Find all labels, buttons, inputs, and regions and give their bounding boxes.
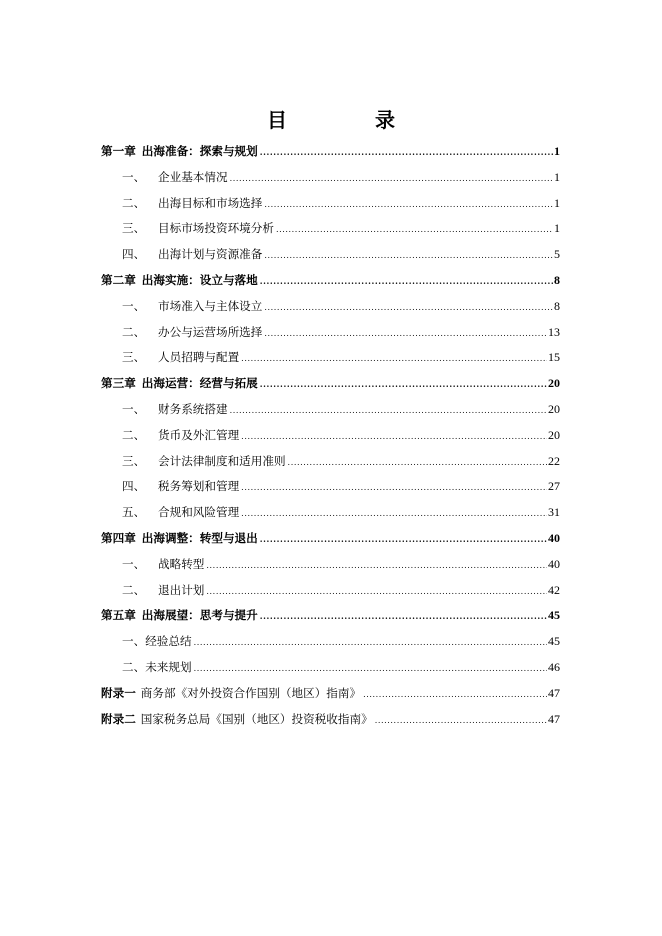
toc-entry-label — [101, 294, 262, 320]
toc-entry-label — [101, 552, 204, 578]
toc-entry-title: 合规和风险管理 — [158, 505, 240, 520]
dot-leader — [264, 295, 553, 321]
dot-leader — [194, 656, 547, 682]
toc-entry-label — [101, 474, 239, 500]
dot-leader — [264, 243, 553, 269]
toc-entry-page-number: 47 — [548, 685, 560, 700]
dot-leader — [260, 527, 547, 553]
toc-entry-page-number: 45 — [548, 634, 560, 649]
toc-entry-number: 二、 — [122, 427, 146, 442]
toc-entry-page-number: 8 — [554, 298, 560, 313]
toc-entry-appendix[interactable] — [101, 681, 560, 707]
toc-entry-number: 一、 — [122, 556, 146, 571]
toc-entry-title: 商务部《对外投资合作国别（地区）指南》 — [140, 685, 362, 700]
toc-entry-page-number: 22 — [548, 453, 560, 468]
dot-leader — [206, 553, 547, 579]
toc-entry-number: 第一章 — [101, 144, 136, 158]
toc-entry-title: 退出计划 — [158, 582, 205, 597]
toc-entry-page-number: 1 — [554, 169, 560, 184]
toc-entry-number: 附录一 — [101, 685, 136, 700]
toc-entry-number: 一、 — [122, 169, 146, 184]
toc-entry-chapter[interactable] — [101, 139, 560, 165]
toc-entry-title: 出海目标和市场选择 — [158, 195, 263, 210]
toc-entry-title: 经验总结 — [145, 634, 192, 649]
toc-entry-page-number: 27 — [548, 479, 560, 494]
toc-entry-page-number: 8 — [554, 272, 560, 287]
toc-entry-number: 一、 — [122, 298, 146, 313]
dot-leader — [241, 501, 547, 527]
toc-entry-label — [101, 526, 258, 552]
dot-leader — [276, 217, 553, 243]
toc-entry-label — [101, 603, 258, 629]
toc-entry-page-number: 40 — [548, 530, 560, 545]
toc-entry-number: 第三章 — [101, 376, 136, 391]
toc-entry-label — [101, 449, 286, 475]
toc-heading: 目 录 — [267, 108, 429, 132]
dot-leader — [241, 346, 547, 372]
toc-entry-title: 税务筹划和管理 — [158, 479, 240, 494]
dot-leader — [241, 475, 547, 501]
dot-leader — [241, 424, 547, 450]
toc-entry-label — [101, 423, 239, 449]
toc-entry-section[interactable] — [101, 449, 560, 475]
toc-entry-title: 出海展望：思考与提升 — [141, 608, 258, 623]
toc-entry-section[interactable] — [101, 242, 560, 268]
toc-entry-label — [101, 397, 228, 423]
toc-entry-title: 出海准备：探索与规划 — [141, 144, 258, 158]
toc-entry-number: 第四章 — [101, 530, 136, 545]
toc-entry-label — [101, 681, 361, 707]
dot-leader — [288, 450, 547, 476]
toc-entry-section[interactable] — [101, 216, 560, 242]
toc-entry-label — [101, 629, 192, 655]
toc-entry-label — [101, 191, 262, 217]
toc-entry-title: 出海调整：转型与退出 — [141, 530, 258, 545]
toc-entry-number: 二、 — [122, 659, 146, 674]
toc-entry-subsection[interactable] — [101, 629, 560, 655]
toc-entry-number: 四、 — [122, 247, 146, 262]
toc-entry-title: 财务系统搭建 — [158, 401, 228, 416]
dot-leader — [230, 398, 547, 424]
toc-entry-page-number: 15 — [548, 350, 560, 365]
toc-entry-label — [101, 707, 373, 733]
toc-entry-number: 一、 — [122, 634, 146, 649]
toc-entry-number: 三、 — [122, 350, 146, 365]
toc-entry-title: 出海计划与资源准备 — [158, 247, 263, 262]
toc-entry-title: 出海运营：经营与拓展 — [141, 376, 258, 391]
toc-entry-page-number: 40 — [548, 556, 560, 571]
toc-entry-section[interactable] — [101, 191, 560, 217]
toc-entry-number: 第二章 — [101, 272, 136, 287]
toc-entry-label — [101, 216, 274, 242]
dot-leader — [194, 630, 547, 656]
toc-entry-label — [101, 345, 239, 371]
dot-leader — [260, 269, 553, 295]
toc-entry-title: 出海实施：设立与落地 — [141, 272, 258, 287]
toc-entry-page-number: 31 — [548, 505, 560, 520]
toc-entry-subsection[interactable] — [101, 655, 560, 681]
toc-entry-section[interactable] — [101, 294, 560, 320]
toc-entry-number: 五、 — [122, 505, 146, 520]
toc-entry-chapter[interactable] — [101, 603, 560, 629]
dot-leader — [206, 579, 547, 605]
toc-entry-title: 未来规划 — [145, 659, 192, 674]
dot-leader — [260, 140, 553, 166]
toc-entry-page-number: 13 — [548, 324, 560, 339]
toc-entry-page-number: 20 — [548, 427, 560, 442]
toc-entry-label — [101, 268, 258, 294]
toc-entry-label — [101, 371, 258, 397]
toc-entry-number: 三、 — [122, 453, 146, 468]
toc-entry-title: 办公与运营场所选择 — [158, 324, 263, 339]
toc-entry-page-number: 46 — [548, 659, 560, 674]
toc-entry-label — [101, 242, 262, 268]
toc-entry-label — [101, 139, 258, 165]
toc-entry-label — [101, 500, 239, 526]
dot-leader — [264, 192, 553, 218]
toc-entry-page-number: 1 — [554, 144, 560, 158]
toc-entry-section[interactable] — [101, 423, 560, 449]
toc-entry-number: 一、 — [122, 401, 146, 416]
toc-entry-chapter[interactable] — [101, 268, 560, 294]
dot-leader — [230, 166, 553, 192]
toc-entry-page-number: 47 — [548, 711, 560, 726]
toc-entry-page-number: 20 — [548, 376, 560, 391]
toc-entry-number: 四、 — [122, 479, 146, 494]
dot-leader — [375, 708, 547, 734]
toc-entry-page-number: 1 — [554, 195, 560, 210]
toc-entry-label — [101, 320, 262, 346]
toc-entry-title: 国家税务总局《国别（地区）投资税收指南》 — [140, 711, 373, 726]
toc-entry-section[interactable] — [101, 552, 560, 578]
toc-entry-section[interactable] — [101, 474, 560, 500]
toc-entry-number: 二、 — [122, 324, 146, 339]
toc-entry-title: 会计法律制度和适用准则 — [158, 453, 286, 468]
toc-entry-section[interactable] — [101, 578, 560, 604]
toc-entry-title: 市场准入与主体设立 — [158, 298, 263, 313]
table-of-contents — [101, 139, 560, 732]
toc-entry-number: 第五章 — [101, 608, 136, 623]
dot-leader — [260, 604, 547, 630]
toc-entry-title: 战略转型 — [158, 556, 205, 571]
toc-entry-title: 货币及外汇管理 — [158, 427, 240, 442]
toc-entry-section[interactable] — [101, 397, 560, 423]
dot-leader — [260, 372, 547, 398]
toc-entry-section[interactable] — [101, 320, 560, 346]
toc-entry-page-number: 1 — [554, 221, 560, 236]
toc-entry-page-number: 42 — [548, 582, 560, 597]
toc-entry-title: 人员招聘与配置 — [158, 350, 240, 365]
toc-entry-title: 企业基本情况 — [158, 169, 228, 184]
toc-entry-page-number: 5 — [554, 247, 560, 262]
toc-entry-number: 三、 — [122, 221, 146, 236]
toc-entry-page-number: 45 — [548, 608, 560, 623]
toc-entry-label — [101, 578, 204, 604]
toc-entry-chapter[interactable] — [101, 526, 560, 552]
toc-entry-label — [101, 165, 228, 191]
toc-entry-section[interactable] — [101, 345, 560, 371]
toc-entry-title: 目标市场投资环境分析 — [158, 221, 274, 236]
toc-entry-section[interactable] — [101, 165, 560, 191]
dot-leader — [363, 682, 547, 708]
toc-entry-label — [101, 655, 192, 681]
toc-entry-number: 二、 — [122, 195, 146, 210]
toc-entry-section[interactable] — [101, 500, 560, 526]
dot-leader — [264, 321, 547, 347]
toc-entry-number: 二、 — [122, 582, 146, 597]
toc-entry-chapter[interactable] — [101, 371, 560, 397]
toc-entry-page-number: 20 — [548, 401, 560, 416]
toc-entry-appendix[interactable] — [101, 707, 560, 733]
toc-entry-number: 附录二 — [101, 711, 136, 726]
